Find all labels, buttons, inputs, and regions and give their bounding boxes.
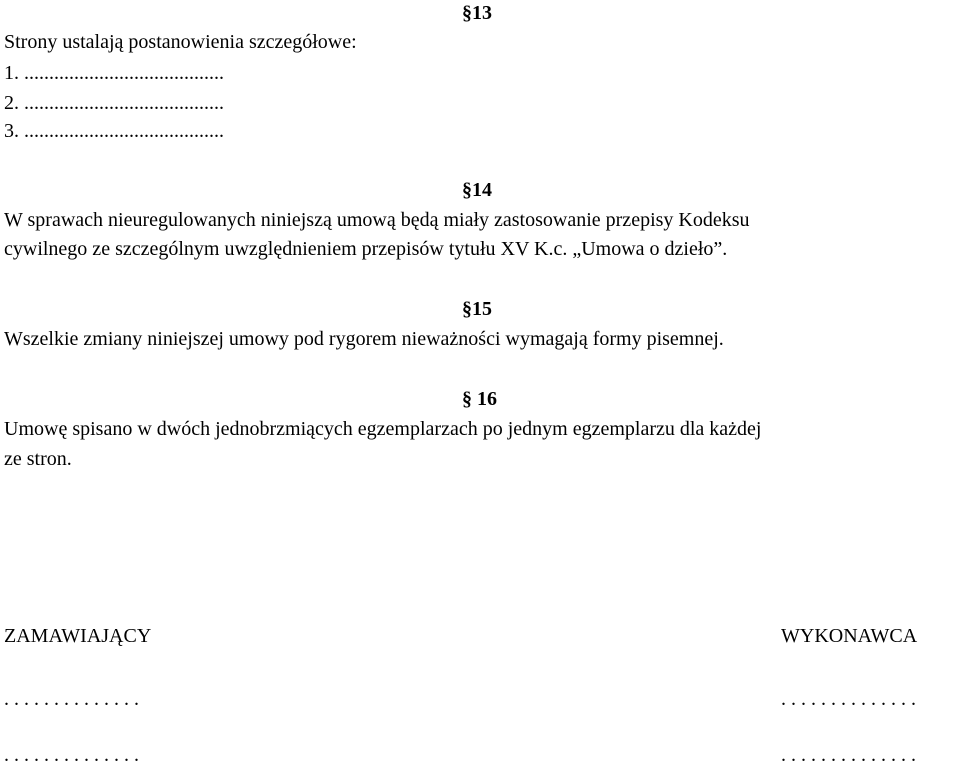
section-14-text-line2: cywilnego ze szczególnym uwzględnieniem przepisów tytułu XV K.c. „Umowa o dzieło”.: [4, 238, 728, 260]
signature-label-contractor: WYKONAWCA: [781, 625, 918, 647]
signature-dots-contractor: . . . . . . . . . . . . . .: [781, 688, 916, 710]
section-13-heading: §13: [462, 2, 492, 24]
list-item: 3. ........................................: [4, 120, 224, 142]
section-15-text: Wszelkie zmiany niniejszej umowy pod rygorem nieważności wymagają formy pisemnej.: [4, 328, 724, 350]
signature-label-client: ZAMAWIAJĄCY: [4, 625, 152, 647]
signature-dots-contractor: . . . . . . . . . . . . . .: [781, 744, 916, 766]
list-item: 1. ........................................: [4, 62, 224, 84]
section-14-heading: §14: [462, 179, 492, 201]
signature-dots-client: . . . . . . . . . . . . . .: [4, 688, 139, 710]
signature-dots-client: . . . . . . . . . . . . . .: [4, 744, 139, 766]
section-16-text-line2: ze stron.: [4, 448, 72, 470]
list-item: 2. ........................................: [4, 92, 224, 114]
section-16-heading: § 16: [462, 388, 497, 410]
section-13-intro: Strony ustalają postanowienia szczegółowe:: [4, 31, 357, 53]
section-15-heading: §15: [462, 298, 492, 320]
section-14-text-line1: W sprawach nieuregulowanych niniejszą umową będą miały zastosowanie przepisy Kodeksu: [4, 209, 750, 231]
section-16-text-line1: Umowę spisano w dwóch jednobrzmiących egzemplarzach po jednym egzemplarzu dla każdej: [4, 418, 762, 440]
